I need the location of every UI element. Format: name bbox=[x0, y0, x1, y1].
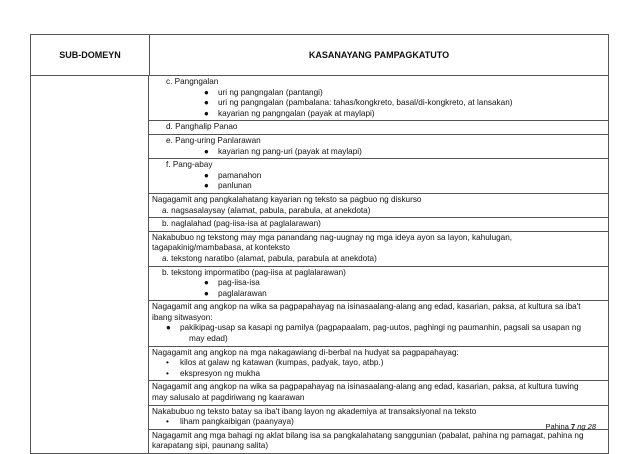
table-row bbox=[149, 232, 608, 267]
row-line bbox=[152, 358, 605, 369]
line-text: kilos at galaw ng katawan (kumpas, padyak, tayo, atbp.) bbox=[180, 358, 384, 368]
row-line bbox=[152, 348, 605, 359]
row-line bbox=[152, 206, 605, 217]
table-row bbox=[149, 121, 608, 135]
line-text: Nakabubuo ng tekstong may mga panandang nag-uugnay ng mga ideya ayon sa layon, kahulugan, bbox=[152, 232, 513, 242]
sub-domeyn-column bbox=[31, 76, 149, 453]
bullet-icon: ● bbox=[166, 323, 171, 333]
table-row bbox=[149, 347, 608, 382]
row-line bbox=[152, 243, 605, 254]
row-line bbox=[152, 268, 605, 279]
line-text: kayarian ng pangngalan (payak at maylapi) bbox=[218, 108, 375, 118]
row-line bbox=[152, 233, 605, 244]
footer-page-number: 7 bbox=[570, 422, 576, 431]
row-line bbox=[152, 302, 605, 313]
line-text: ibang sitwasyon: bbox=[152, 312, 213, 322]
table-row bbox=[149, 406, 608, 430]
row-line bbox=[152, 407, 605, 418]
table-row bbox=[149, 159, 608, 194]
row-line bbox=[152, 417, 605, 428]
row-line bbox=[152, 219, 605, 230]
row-line bbox=[152, 254, 605, 265]
row-line bbox=[152, 441, 605, 452]
line-text: b. naglalahad (pag-iisa-isa at paglalarawan) bbox=[162, 219, 321, 229]
row-line bbox=[152, 147, 605, 158]
line-text: Nagagamit ang angkop na wika sa pagpapahayag na isinasaalang-alang ang edad, kasarian, paksa, at kultura tuwing bbox=[152, 382, 579, 392]
row-line bbox=[152, 369, 605, 380]
line-text: f. Pang-abay bbox=[166, 160, 213, 170]
bullet-icon: • bbox=[166, 368, 169, 378]
line-text: b. tekstong impormatibo (pag-iisa at paglalarawan) bbox=[162, 267, 346, 277]
bullet-icon: • bbox=[166, 358, 169, 368]
line-text: a. nagsasalaysay (alamat, pabula, parabula, at anekdota) bbox=[162, 205, 371, 215]
row-line bbox=[152, 431, 605, 442]
row-line bbox=[152, 171, 605, 182]
table-row bbox=[149, 381, 608, 405]
line-text: uri ng pangngalan (pambalana: tahas/kongkreto, basal/di-kongkreto, at lansakan) bbox=[218, 98, 513, 108]
line-text: Nakabubuo ng teksto batay sa iba't ibang layon ng akademiya at transaksiyonal na teksto bbox=[152, 406, 477, 416]
line-text: uri ng pangngalan (pantangi) bbox=[218, 87, 323, 97]
row-line bbox=[152, 88, 605, 99]
row-line bbox=[152, 109, 605, 120]
table-row bbox=[149, 135, 608, 159]
page-footer bbox=[546, 422, 596, 431]
line-text: pag-iisa-isa bbox=[218, 278, 260, 288]
row-line bbox=[152, 160, 605, 171]
line-text: e. Pang-uring Panlarawan bbox=[166, 135, 261, 145]
bullet-icon: ● bbox=[204, 170, 209, 180]
bullet-icon: ● bbox=[204, 108, 209, 118]
table-body bbox=[31, 76, 608, 453]
table-row bbox=[149, 76, 608, 121]
footer-prefix: Pahina bbox=[545, 422, 571, 431]
line-text: Nagagamit ang angkop na wika sa pagpapahayag na isinasaalang-alang ang edad, kasarian, paksa, at kultura sa iba't bbox=[152, 302, 581, 312]
line-text: paglalarawan bbox=[218, 288, 267, 298]
bullet-icon: ● bbox=[204, 98, 209, 108]
row-line bbox=[152, 334, 605, 345]
table-row bbox=[149, 218, 608, 232]
line-text: Nagagamit ang pangkalahatang kayarian ng teksto sa pagbuo ng diskurso bbox=[152, 194, 422, 204]
table-row bbox=[149, 430, 608, 453]
line-text: kayarian ng pang-uri (payak at maylapi) bbox=[218, 146, 362, 156]
curriculum-table bbox=[30, 34, 609, 454]
row-line bbox=[152, 278, 605, 289]
row-line bbox=[152, 195, 605, 206]
row-line bbox=[152, 323, 605, 334]
bullet-icon: ● bbox=[204, 181, 209, 191]
footer-suffix: ng 28 bbox=[575, 422, 596, 431]
kasanayan-column bbox=[149, 76, 608, 453]
bullet-icon: ● bbox=[204, 278, 209, 288]
line-text: Nagagamit ang mga bahagi ng aklat bilang isa sa pangkalahatang sanggunian (pabalat, pahina ng pamagat, pahina ng bbox=[152, 430, 584, 440]
row-line bbox=[152, 98, 605, 109]
line-text: ekspresyon ng mukha bbox=[180, 368, 261, 378]
line-text: liham pangkaibigan (paanyaya) bbox=[180, 417, 294, 427]
bullet-icon: ● bbox=[204, 87, 209, 97]
line-text: a. tekstong naratibo (alamat, pabula, parabula at anekdota) bbox=[162, 253, 377, 263]
row-line bbox=[152, 77, 605, 88]
line-text: panlunan bbox=[218, 181, 252, 191]
table-row bbox=[149, 267, 608, 302]
table-row bbox=[149, 301, 608, 346]
line-text: tagapakinig/mambabasa, at konteksto bbox=[152, 243, 290, 253]
row-line bbox=[152, 382, 605, 393]
row-line bbox=[152, 313, 605, 324]
bullet-icon: ● bbox=[204, 146, 209, 156]
row-line bbox=[152, 181, 605, 192]
line-text: may salusalo at pagdiriwang ng kaarawan bbox=[152, 393, 305, 403]
header-sub-domeyn: SUB-DOMEYN bbox=[31, 35, 150, 75]
line-text: d. Panghalip Panao bbox=[166, 122, 238, 132]
row-line bbox=[152, 122, 605, 133]
line-text: pakikipag-usap sa kasapi ng pamilya (pagpapaalam, pag-uutos, paghingi ng paumanhin, pagsali sa usapan ng bbox=[180, 323, 582, 333]
line-text: karapatang sipi, paunang salita) bbox=[152, 441, 269, 451]
line-text: pamanahon bbox=[218, 170, 262, 180]
row-line bbox=[152, 393, 605, 404]
bullet-icon: ● bbox=[204, 288, 209, 298]
bullet-icon: • bbox=[166, 417, 169, 427]
table-header bbox=[31, 35, 608, 76]
row-line bbox=[152, 289, 605, 300]
header-kasanayang-pampagkatuto: KASANAYANG PAMPAGKATUTO bbox=[308, 50, 450, 60]
line-text: c. Pangngalan bbox=[166, 77, 219, 86]
line-text: may edad) bbox=[189, 334, 228, 344]
table-row bbox=[149, 194, 608, 218]
line-text: Nagagamit ang angkop na mga nakagawiang di-berbal na hudyat sa pagpapahayag: bbox=[152, 347, 459, 357]
row-line bbox=[152, 136, 605, 147]
